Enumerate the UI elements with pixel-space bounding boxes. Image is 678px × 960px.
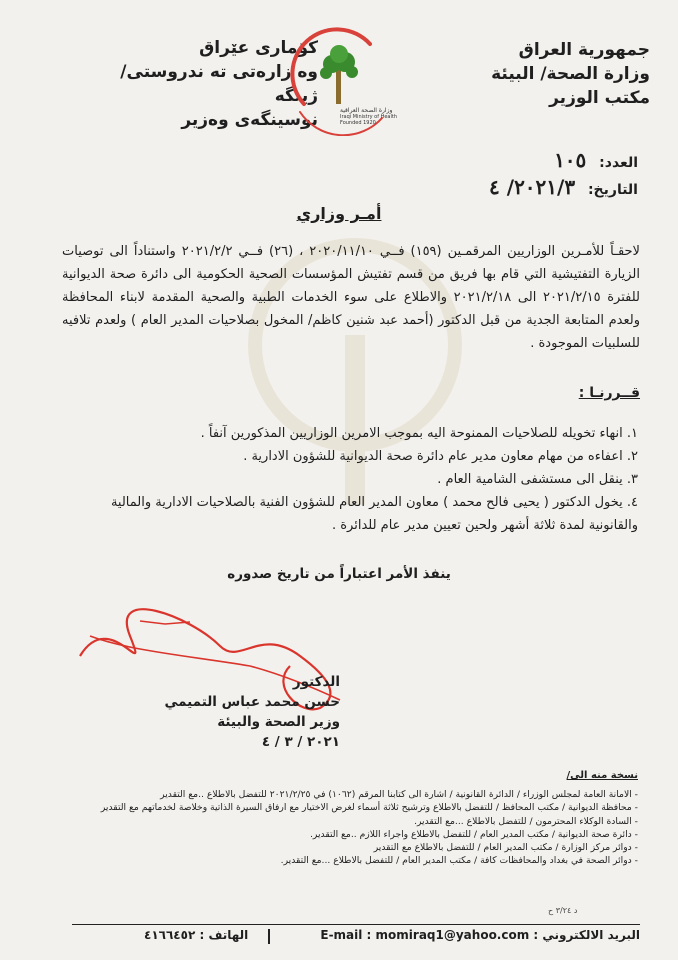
document-title: أمـر وزاري <box>296 204 382 223</box>
cc-item: - السادة الوكلاء المحترمون / للتفضل بالاطلاع ...مع التقدير. <box>414 815 638 827</box>
orders-list <box>60 422 638 537</box>
header-right-block <box>480 38 650 110</box>
doc-number-row <box>489 148 638 175</box>
footer-separator <box>268 929 270 944</box>
logo-text-arabic: وزارة الصحة العراقية <box>340 107 393 114</box>
signer-name: حسن محمد عباس التميمي <box>164 694 340 710</box>
country-name-kurdish: كۆماری عێراق <box>199 38 318 58</box>
doc-number-value: ١٠٥ <box>554 148 587 172</box>
phone-label: الهاتف : <box>199 928 249 942</box>
footer-phone <box>144 928 248 942</box>
doc-date-value: ٢٠٢١/٣/ ٤ <box>489 175 576 199</box>
office-name-kurdish: نوسینگەی وەزیر <box>181 110 318 130</box>
footer-email <box>320 928 640 942</box>
phone-value: ٤١٦٦٤٥٢ <box>144 928 196 942</box>
order-item: ١. انهاء تخويله للصلاحيات الممنوحة اليه بموجب الامرين الوزاريين المذكورين آنفاً . <box>200 426 638 441</box>
signer-position: وزير الصحة والبيئة <box>217 714 340 730</box>
doc-date-row <box>489 175 638 202</box>
order-item: ٢. اعفاءه من مهام معاون مدير عام دائرة صحة الديوانية للشؤون الادارية . <box>243 449 638 464</box>
cc-item: - دائرة صحة الديوانية / مكتب المدير العام / للتفضل بالاطلاع واجراء اللازم ..مع التقدير. <box>309 828 638 840</box>
doc-meta <box>489 148 638 202</box>
doc-date-label: التاريخ: <box>587 182 638 198</box>
email-value[interactable]: E-mail : momiraq1@yahoo.com <box>320 928 530 942</box>
footer <box>72 924 640 949</box>
order-item: ٣. ينقل الى مستشفى الشامية العام . <box>437 472 638 487</box>
decided-label: قــررنـا : <box>578 385 640 401</box>
logo-text-english: Iraqi Ministry of Health <box>340 114 398 120</box>
order-item: ٤. يخول الدكتور ( يحيى فالح محمد ) معاون المدير العام للشؤون الفنية بالصلاحيات الادارية والمالية والقانونية لمدة ثلاثة أشهر ولحين تعيين مدير عام للدائرة . <box>110 495 638 533</box>
doc-number-label: العدد: <box>599 155 638 171</box>
cc-title: نسخة منه الى/ <box>566 770 638 781</box>
reference-code: د ٣/٢٤ ح <box>548 906 578 915</box>
cc-item: - الامانة العامة لمجلس الوزراء / الدائرة القانونية / اشارة الى كتابنا المرقم (١٠٦٢) في ٢٠٢١/٢/٢٥ للتفضل بالاطلاع ..مع التقدير <box>160 789 638 800</box>
effect-line: ينفذ الأمر اعتباراً من تاريخ صدوره <box>227 566 451 582</box>
cc-item: - دوائر الصحة في بغداد والمحافظات كافة / مكتب المدير العام / للتفضل بالاطلاع ...مع التقدير. <box>280 855 638 867</box>
body-paragraph: لاحقـاً للأمـرين الوزاريين المرقمـين (١٥٩) فــي ٢٠٢٠/١١/١٠ ، (٢٦) فــي ٢٠٢١/٢/٢ واستناداً الى توصيات الزيارة التفتيشية التي قام بها فريق من قسم تفتيش المؤسسات الصحية الحكومية الى دائرة صحة الديوانية للفترة ٢٠٢١/٢/١٥ الى ٢٠٢١/٢/١٨ والاطلاع على سوء الخدمات الطبية والصحية المقدمة لابناء المحافظة ولعدم المتابعة الجدية من قبل الدكتور (أحمد عبد شنين كاظم/ المخول بصلاحيات المدير العام ) ولعدم تلافيه للسلبيات الموجودة . <box>62 244 640 351</box>
cc-item: - دوائر مركز الوزارة / مكتب المدير العام / للتفضل بالاطلاع مع التقدير <box>373 842 638 854</box>
logo-founded: Founded 1920 <box>340 120 376 126</box>
logo-caption <box>340 108 400 126</box>
ministry-name-kurdish: وه زارەتی ته ندروستی/ ژینگه <box>120 62 318 106</box>
ministry-name: وزارة الصحة/ البيئة <box>491 64 650 84</box>
country-name: جمهورية العراق <box>518 40 650 60</box>
cc-list <box>30 788 638 868</box>
signer-title: الدكتور <box>292 674 340 690</box>
signer-date: ٢٠٢١ / ٣ / ٤ <box>261 734 340 750</box>
cc-item: - محافظة الديوانية / مكتب المحافظ / للتفضل بالاطلاع وترشيح ثلاثة أسماء لغرض الاختيار مع ارفاق السيرة الذاتية وخلاصة لخدماتهم مع التقدير <box>100 802 638 814</box>
office-name: مكتب الوزير <box>549 88 650 108</box>
signer-block <box>140 672 340 752</box>
email-label: البريد الالكتروني : <box>533 928 640 942</box>
